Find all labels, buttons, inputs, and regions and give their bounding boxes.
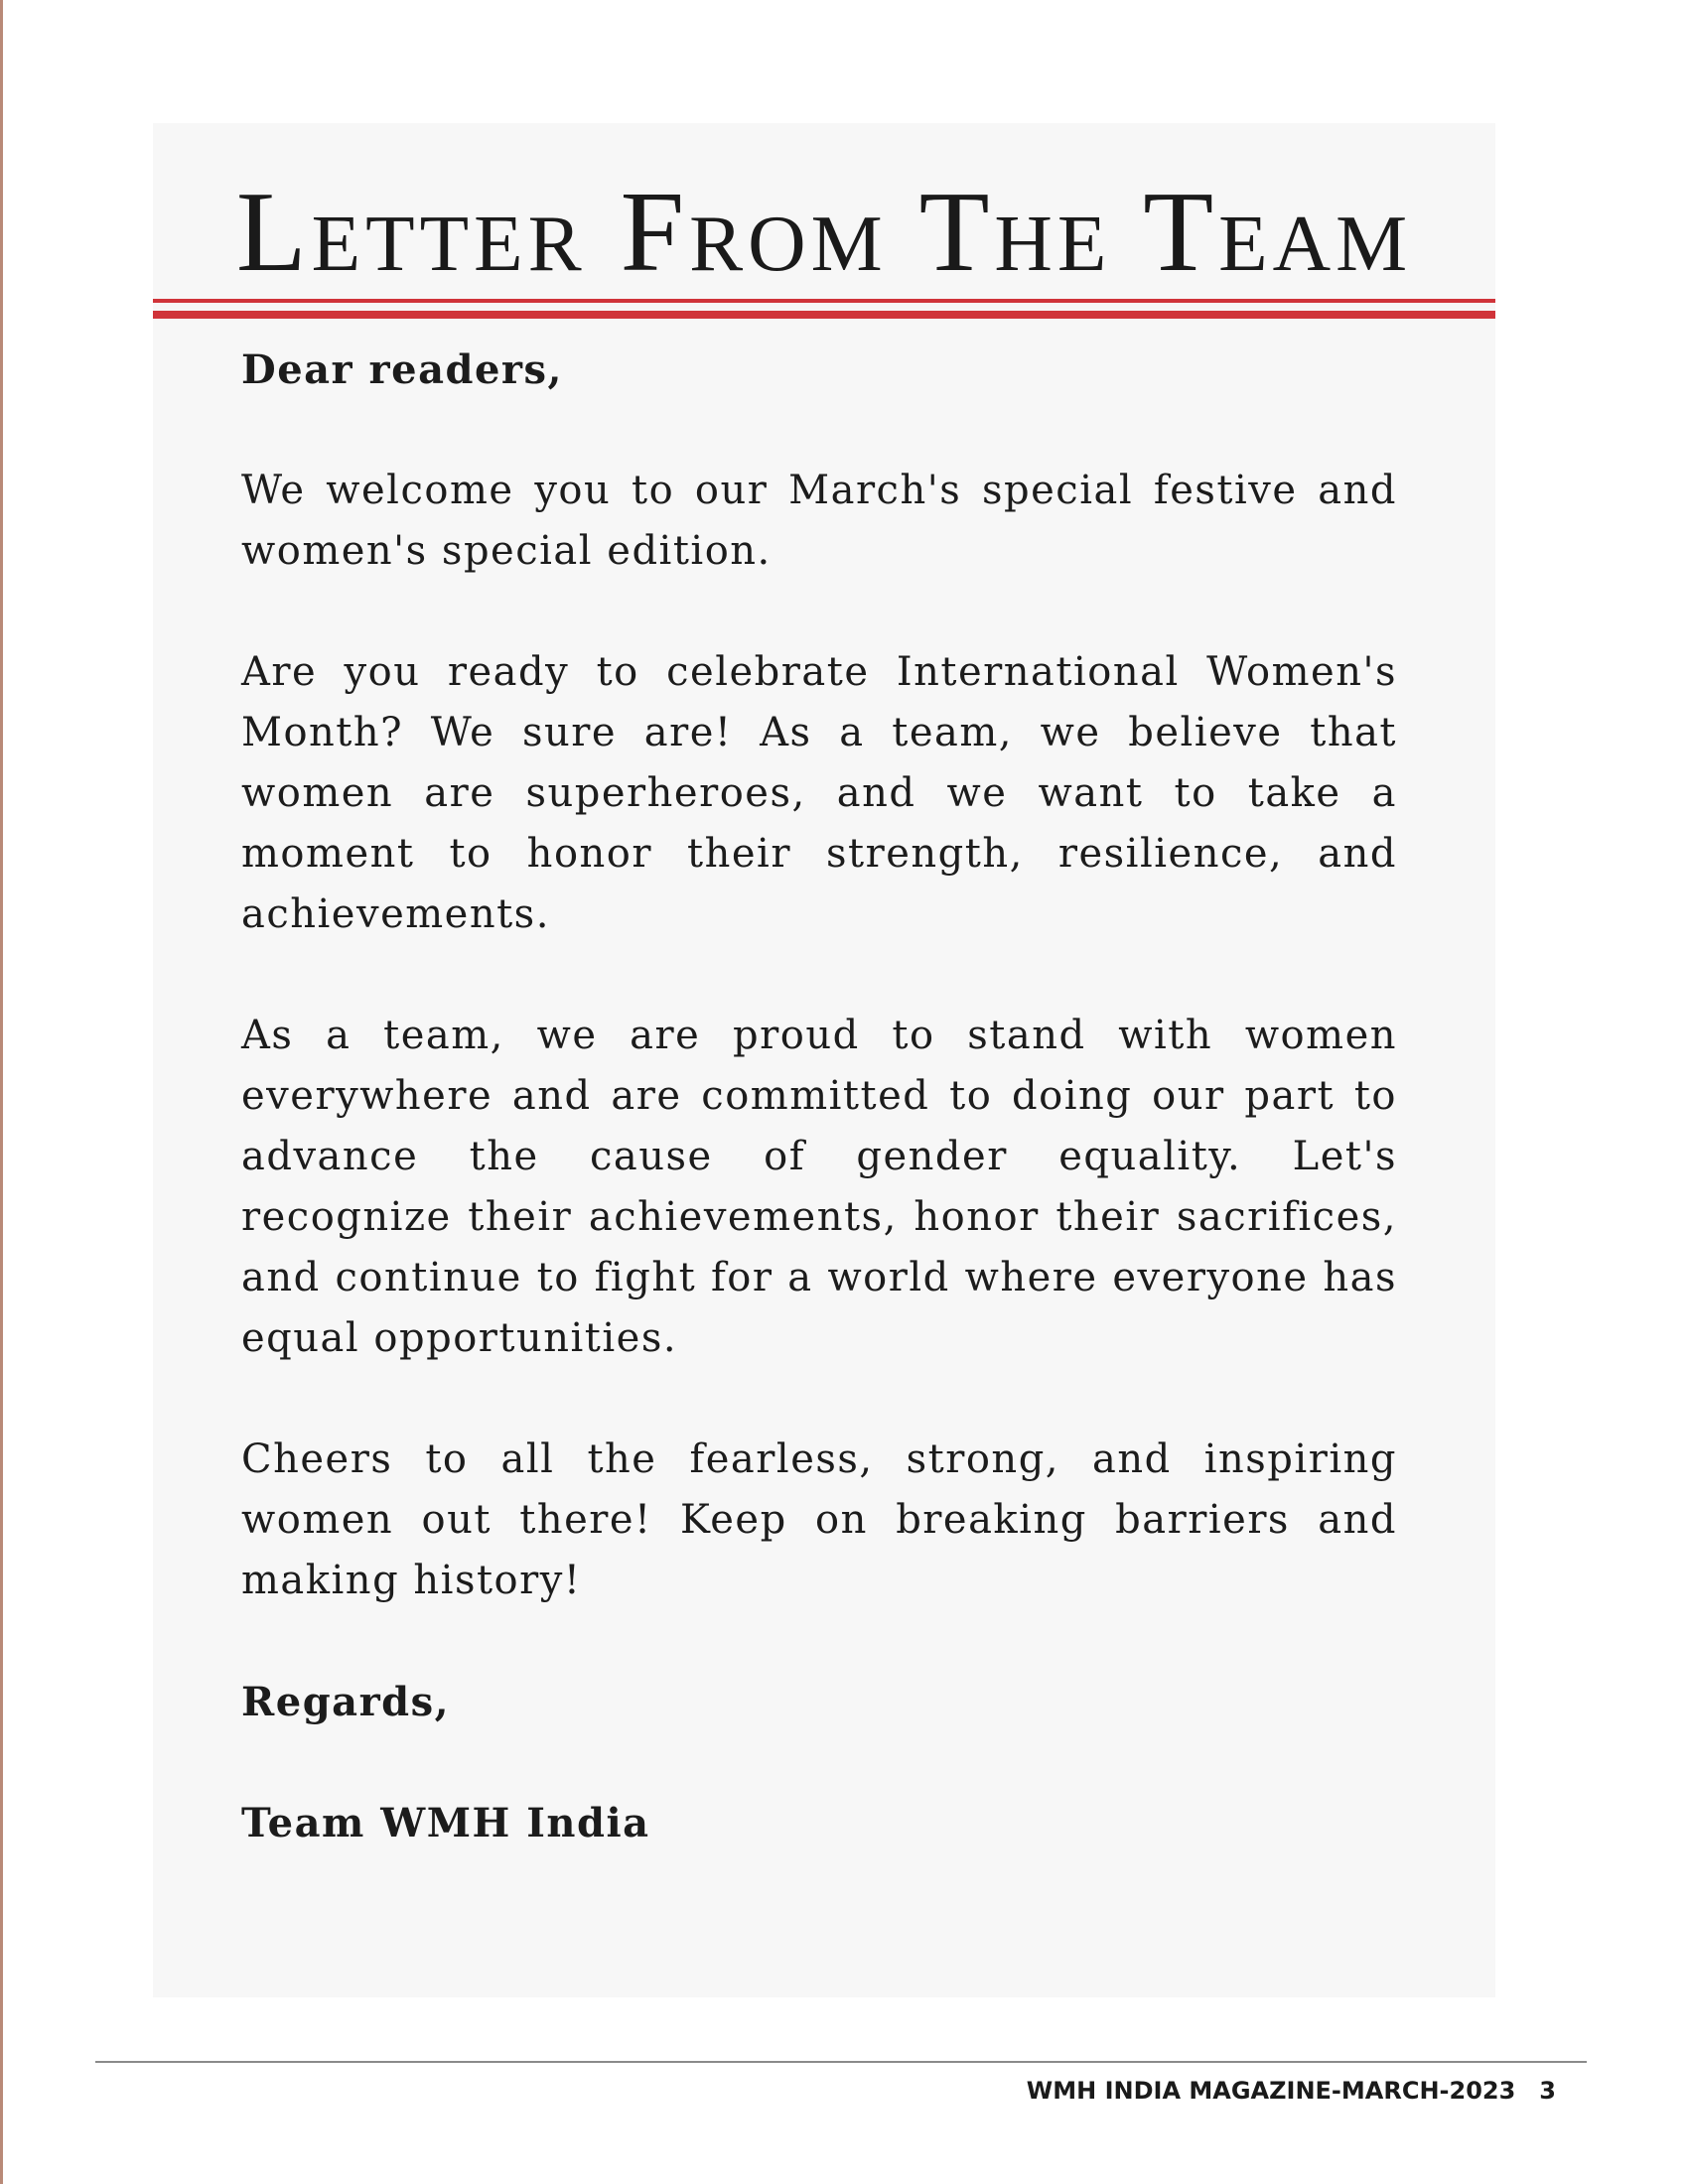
closing: Regards, <box>241 1679 451 1725</box>
letter-body <box>241 340 1397 1914</box>
page-title: Letter From The Team <box>235 169 1413 296</box>
paragraph-welcome: We welcome you to our March's special festive and women's special edition. <box>241 468 1397 574</box>
page-left-edge <box>0 0 3 2184</box>
title-rule-thin <box>153 299 1495 303</box>
title-rule-thick <box>153 311 1495 319</box>
paragraph-equality: As a team, we are proud to stand with women everywhere and are committed to doing our part to advance the cause of gender equality. Let's recognize their achievements, honor their sacrifices, and continue to fight for a world where everyone has equal opportunities. <box>241 1013 1397 1361</box>
footer-rule <box>95 2061 1587 2063</box>
letter-panel <box>153 123 1495 1997</box>
page-number: 3 <box>1539 2077 1556 2105</box>
paragraph-cheers: Cheers to all the fearless, strong, and inspiring women out there! Keep on breaking barriers and making history! <box>241 1436 1397 1603</box>
salutation: Dear readers, <box>241 346 563 393</box>
footer-publication: WMH INDIA MAGAZINE-MARCH-2023 <box>1026 2077 1516 2105</box>
paragraph-celebrate: Are you ready to celebrate International Women's Month? We sure are! As a team, we believe that women are superheroes, and we want to take a moment to honor their strength, resilience, and achievements. <box>241 649 1397 937</box>
signature: Team WMH India <box>241 1800 650 1846</box>
footer <box>1027 2077 1556 2105</box>
